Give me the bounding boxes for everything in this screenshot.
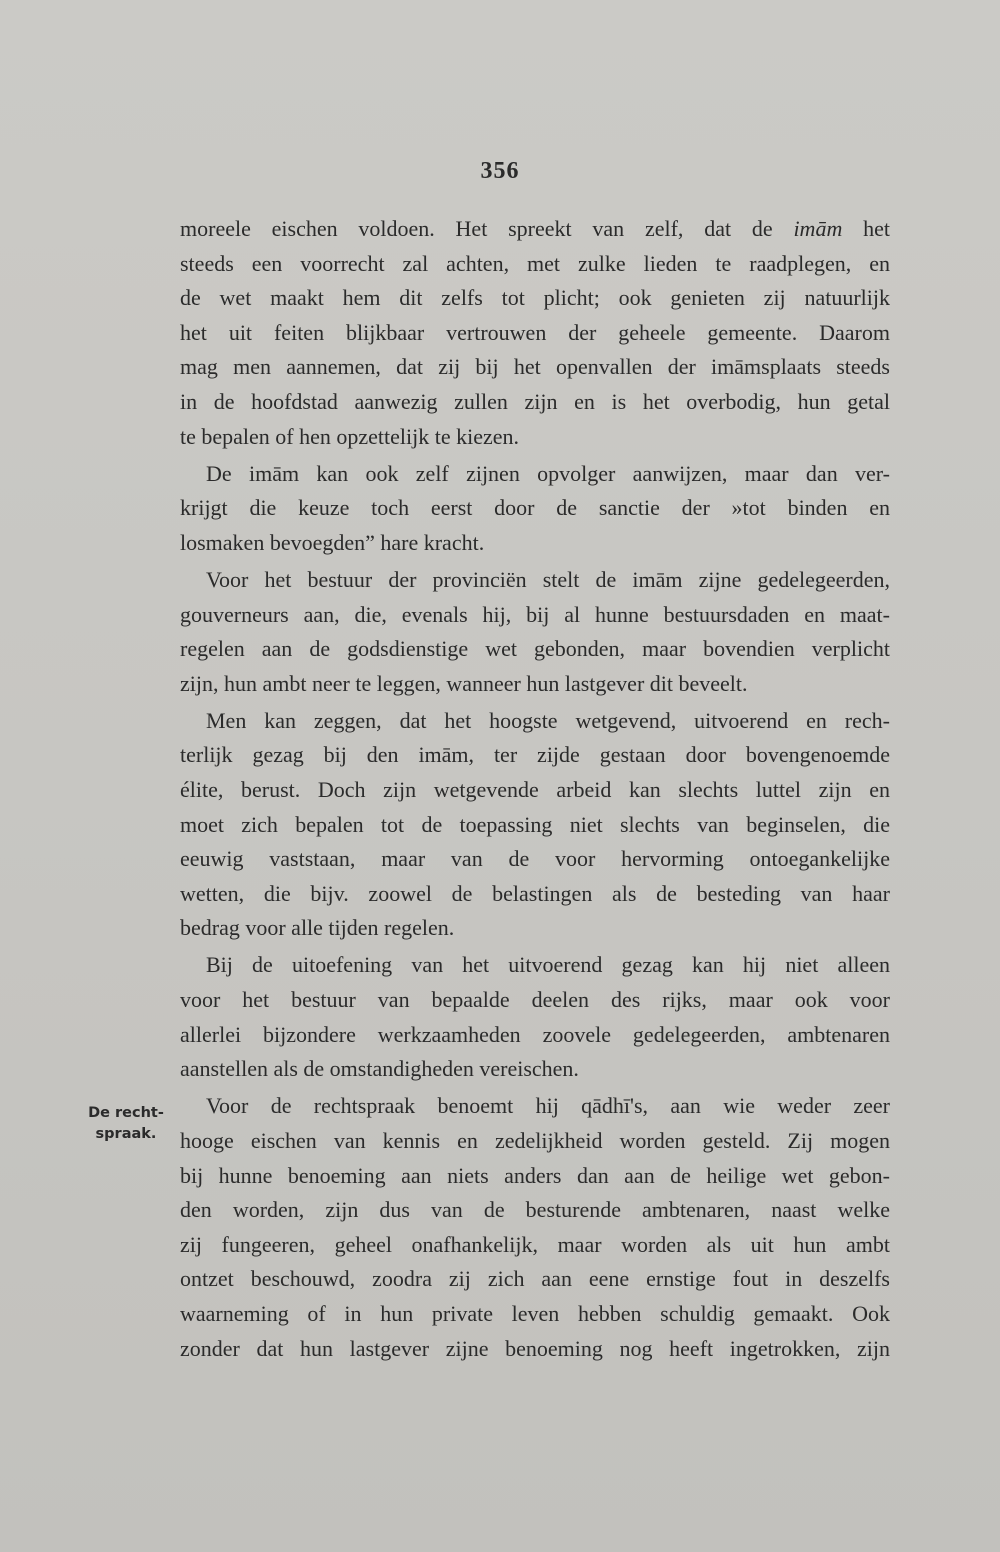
text-line: bedrag voor alle tijden regelen. [180, 915, 455, 941]
text-line: Voor de rechtspraak benoemt hij qādhī's, aan wie weder zeer [206, 1093, 890, 1119]
text-line: den worden, zijn dus van de besturende ambtenaren, naast welke [180, 1197, 890, 1223]
text-line: zijn, hun ambt neer te leggen, wanneer hun lastgever dit beveelt. [180, 670, 748, 696]
text-line: steeds een voorrecht zal achten, met zulke lieden te raadplegen, en [180, 250, 890, 276]
text-line: Bij de uitoefening van het uitvoerend gezag kan hij niet alleen [206, 952, 890, 978]
text-line: De imām kan ook zelf zijnen opvolger aanwijzen, maar dan ver- [206, 460, 890, 486]
text-line: de wet maakt hem dit zelfs tot plicht; ook genieten zij natuurlijk [180, 285, 890, 311]
text-line: Voor het bestuur der provinciën stelt de imām zijne gedelegeerden, [206, 566, 890, 592]
margin-note [76, 1103, 176, 1145]
text-line: moreele eischen voldoen. Het spreekt van zelf, dat de imām het [180, 216, 890, 241]
text-line: regelen aan de godsdienstige wet gebonden, maar bovendien verplicht [180, 636, 890, 662]
text-line: élite, berust. Doch zijn wetgevende arbeid kan slechts luttel zijn en [180, 777, 890, 802]
text-line: moet zich bepalen tot de toepassing niet slechts van beginselen, die [180, 811, 890, 837]
text-line: voor het bestuur van bepaalde deelen des rijks, maar ook voor [180, 987, 890, 1013]
text-line: zij fungeeren, geheel onafhankelijk, maar worden als uit hun ambt [180, 1231, 890, 1257]
paragraph [180, 704, 890, 946]
paragraph [180, 948, 890, 1086]
paragraph [180, 457, 890, 561]
text-line: eeuwig vaststaan, maar van de voor hervorming ontoegankelijke [180, 846, 890, 872]
text-line: bij hunne benoeming aan niets anders dan aan de heilige wet gebon- [180, 1162, 890, 1188]
text-line: allerlei bijzondere werkzaamheden zoovele gedelegeerden, ambtenaren [180, 1021, 890, 1047]
margin-note-line: spraak. [95, 1126, 157, 1142]
paragraph [180, 563, 890, 701]
text-line: het uit feiten blijkbaar vertrouwen der geheele gemeente. Daarom [180, 319, 890, 345]
text-line: hooge eischen van kennis en zedelijkheid worden gesteld. Zij mogen [180, 1127, 890, 1153]
text-line: waarneming of in hun private leven hebben schuldig gemaakt. Ook [180, 1300, 890, 1326]
text-line: aanstellen als de omstandigheden vereischen. [180, 1056, 579, 1082]
italic-term: imām [793, 216, 843, 241]
text-line: in de hoofdstad aanwezig zullen zijn en is het overbodig, hun getal [180, 388, 890, 414]
text-line: terlijk gezag bij den imām, ter zijde gestaan door bovengenoemde [180, 742, 890, 768]
text-line: wetten, die bijv. zoowel de belastingen als de besteding van haar [180, 880, 890, 906]
text-line: gouverneurs aan, die, evenals hij, bij al hunne bestuursdaden en maat- [180, 601, 890, 627]
text-line: ontzet beschouwd, zoodra zij zich aan eene ernstige fout in deszelfs [180, 1266, 890, 1292]
text-line: te bepalen of hen opzettelijk te kiezen. [180, 423, 520, 449]
margin-note-line: De recht- [88, 1105, 164, 1121]
text-line: Men kan zeggen, dat het hoogste wetgevend, uitvoerend en rech- [206, 707, 890, 733]
text-line: mag men aannemen, dat zij bij het openvallen der imāmsplaats steeds [180, 354, 890, 380]
text-line: zonder dat hun lastgever zijne benoeming nog heeft ingetrokken, zijn [180, 1335, 890, 1361]
text-line: krijgt die keuze toch eerst door de sanctie der »tot binden en [180, 495, 890, 521]
paragraph [180, 212, 890, 454]
text-line: losmaken bevoegden” hare kracht. [180, 529, 485, 555]
paragraph [180, 1089, 890, 1366]
page-number: 356 [480, 158, 520, 184]
body-text [180, 212, 890, 1366]
